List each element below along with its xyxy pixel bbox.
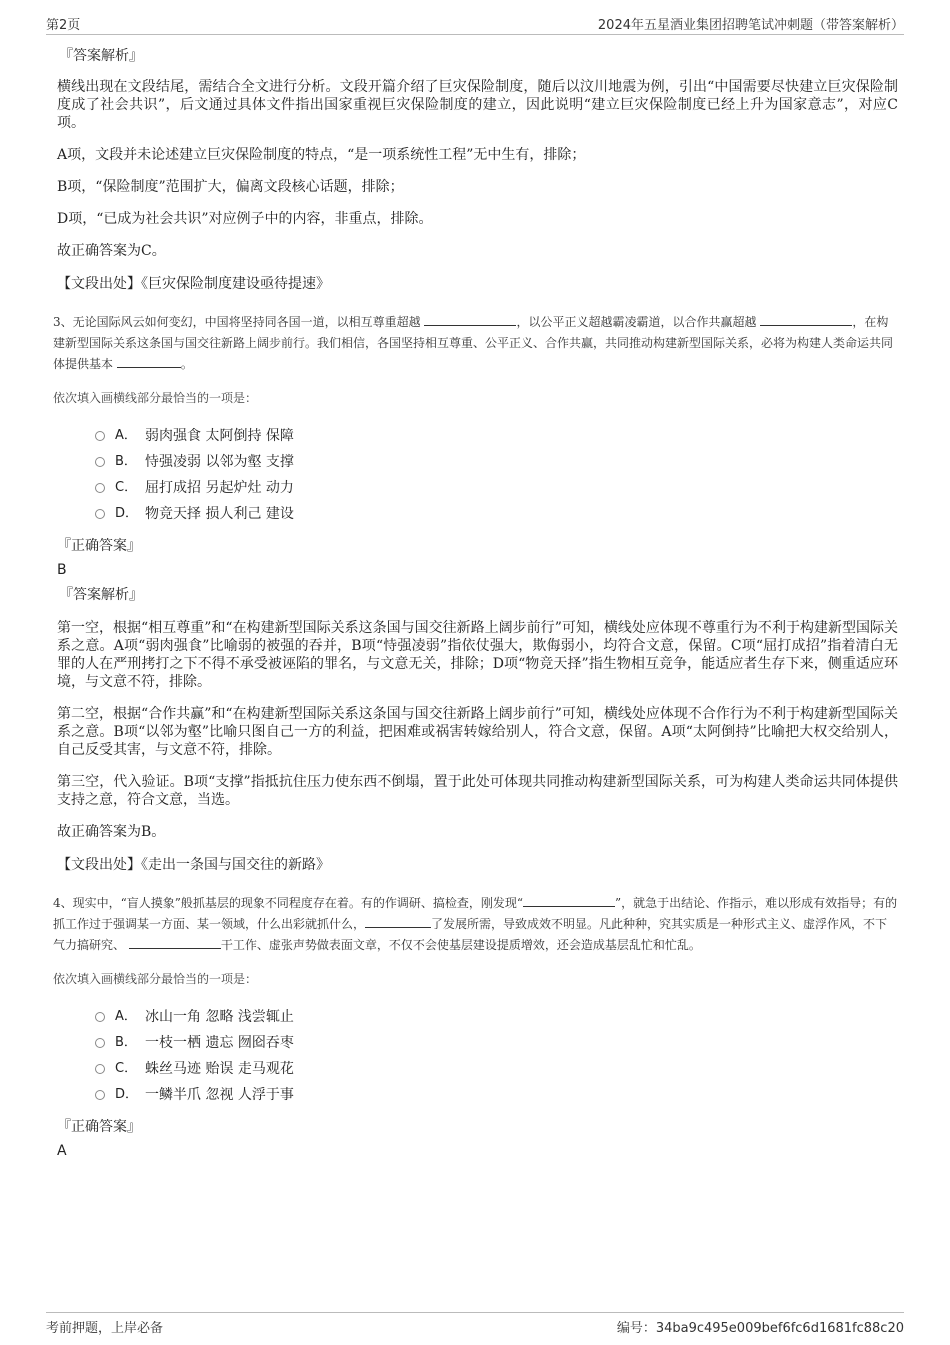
q3-option-b[interactable]: B． 恃强凌弱 以邻为壑 支撑 xyxy=(95,449,898,475)
q4-answer: A xyxy=(57,1143,67,1159)
radio-icon[interactable] xyxy=(95,431,105,441)
fill-blank xyxy=(424,313,516,326)
q3-analysis-label: 『答案解析』 xyxy=(59,587,143,603)
q4-instruction: 依次填入画横线部分最恰当的一项是： xyxy=(53,972,258,986)
q2-source: 【文段出处】《巨灾保险制度建设亟待提速》 xyxy=(57,276,330,292)
q3-analysis-para: 第二空，根据“合作共赢”和“在构建新型国际关系这条国与国交往新路上阔步前行”可知，横线处应体现不合作行为不利于构建新型国际关系之意。B项“以邻为壑”比喻只图自己一方的利益，把困难或祸害转嫁给别人，符合文意，保留。A项“太阿倒持”比喻把大权交给别人，自己反受其害，与文意不符，排除。 xyxy=(57,706,898,758)
q2-analysis-para: A项，文段并未论述建立巨灾保险制度的特点，“是一项系统性工程”无中生有，排除； xyxy=(57,147,586,163)
radio-icon[interactable] xyxy=(95,1090,105,1100)
q3-stem: 3、无论国际风云如何变幻，中国将坚持同各国一道，以相互尊重超越 ，以公平正义超越霸凌霸道，以合作共赢超越 ，在构建新型国际关系这条国与国交往新路上阔步前行。我们相信，各国坚持相互尊重、公平正义、合作共赢，共同推动构建新型国际关系，必将为构建人类命运共同体提供基本 。 xyxy=(53,315,894,371)
radio-icon[interactable] xyxy=(95,483,105,493)
q3-option-d[interactable]: D． 物竞天择 损人利己 建设 xyxy=(95,501,898,527)
fill-blank xyxy=(117,355,181,368)
q2-analysis-para: B项，“保险制度”范围扩大，偏离文段核心话题，排除； xyxy=(57,179,404,195)
document-title: 2024年五星酒业集团招聘笔试冲刺题（带答案解析） xyxy=(597,18,904,33)
radio-icon[interactable] xyxy=(95,1064,105,1074)
fill-blank xyxy=(365,915,431,928)
q3-options xyxy=(95,423,898,527)
q3-analysis-para: 第一空，根据“相互尊重”和“在构建新型国际关系这条国与国交往新路上阔步前行”可知，横线处应体现不尊重行为不利于构建新型国际关系之意。A项“弱肉强食”比喻弱的被强的吞并，B项“恃强凌弱”指依仗强大，欺侮弱小，均符合文意，保留。C项“屈打成招”指着清白无罪的人在严刑拷打之下不得不承受被诬陷的罪名，与文意无关，排除；D项“物竞天择”指生物相互竞争，能适应者生存下来，侧重适应环境，与文意不符，排除。 xyxy=(57,620,898,690)
q4-stem: 4、现实中，“盲人摸象”般抓基层的现象不同程度存在着。有的作调研、搞检查，刚发现“ ”，就急于出结论、作指示，难以形成有效指导；有的抓工作过于强调某一方面、某一领域，什么出彩就抓什么， 了发展所需，导致成效不明显。凡此种种，究其实质是一种形式主义、虚浮作风，不下气力搞研究、 干工作、虚张声势做表面文章，不仅不会使基层建设提质增效，还会造成基层乱忙和忙乱。 xyxy=(53,896,898,952)
q2-conclusion: 故正确答案为C。 xyxy=(57,243,166,259)
q3-analysis-para: 第三空，代入验证。B项“支撑”指抵抗住压力使东西不倒塌，置于此处可体现共同推动构建新型国际关系，可为构建人类命运共同体提供支持之意，符合文意，当选。 xyxy=(57,774,898,808)
fill-blank xyxy=(129,936,221,949)
q4-answer-label: 『正确答案』 xyxy=(57,1119,141,1135)
q4-option-d[interactable]: D． 一鳞半爪 忽视 人浮于事 xyxy=(95,1082,898,1108)
q4-option-b[interactable]: B． 一枝一栖 遗忘 囫囵吞枣 xyxy=(95,1030,898,1056)
radio-icon[interactable] xyxy=(95,457,105,467)
page-number: 第2页 xyxy=(46,18,81,33)
q3-option-c[interactable]: C． 屈打成招 另起炉灶 动力 xyxy=(95,475,898,501)
q4-options xyxy=(95,1004,898,1108)
q2-analysis-para: D项，“已成为社会共识”对应例子中的内容，非重点，排除。 xyxy=(57,211,433,227)
q4-option-c[interactable]: C． 蛛丝马迹 贻误 走马观花 xyxy=(95,1056,898,1082)
q3-answer-label: 『正确答案』 xyxy=(57,538,141,554)
q3-option-a[interactable]: A． 弱肉强食 太阿倒持 保障 xyxy=(95,423,898,449)
page-header xyxy=(46,12,904,35)
fill-blank xyxy=(523,894,615,907)
radio-icon[interactable] xyxy=(95,509,105,519)
document-code: 编号：34ba9c495e009bef6fc6d1681fc88c20 xyxy=(616,1321,904,1336)
page-content xyxy=(53,46,898,1166)
fill-blank xyxy=(760,313,852,326)
q4-option-a[interactable]: A． 冰山一角 忽略 浅尝辄止 xyxy=(95,1004,898,1030)
footer-slogan: 考前押题，上岸必备 xyxy=(46,1321,164,1336)
q3-source: 【文段出处】《走出一条国与国交往的新路》 xyxy=(57,857,330,873)
q2-analysis-label: 『答案解析』 xyxy=(59,48,143,64)
q3-instruction: 依次填入画横线部分最恰当的一项是： xyxy=(53,391,258,405)
q3-conclusion: 故正确答案为B。 xyxy=(57,824,166,840)
radio-icon[interactable] xyxy=(95,1012,105,1022)
q2-analysis-para: 横线出现在文段结尾，需结合全文进行分析。文段开篇介绍了巨灾保险制度，随后以汶川地震为例，引出“中国需要尽快建立巨灾保险制度成了社会共识”，后文通过具体文件指出国家重视巨灾保险制度的建立，因此说明“建立巨灾保险制度已经上升为国家意志”，对应C项。 xyxy=(57,79,898,131)
page-footer xyxy=(46,1312,904,1337)
q3-answer: B xyxy=(57,562,67,578)
radio-icon[interactable] xyxy=(95,1038,105,1048)
